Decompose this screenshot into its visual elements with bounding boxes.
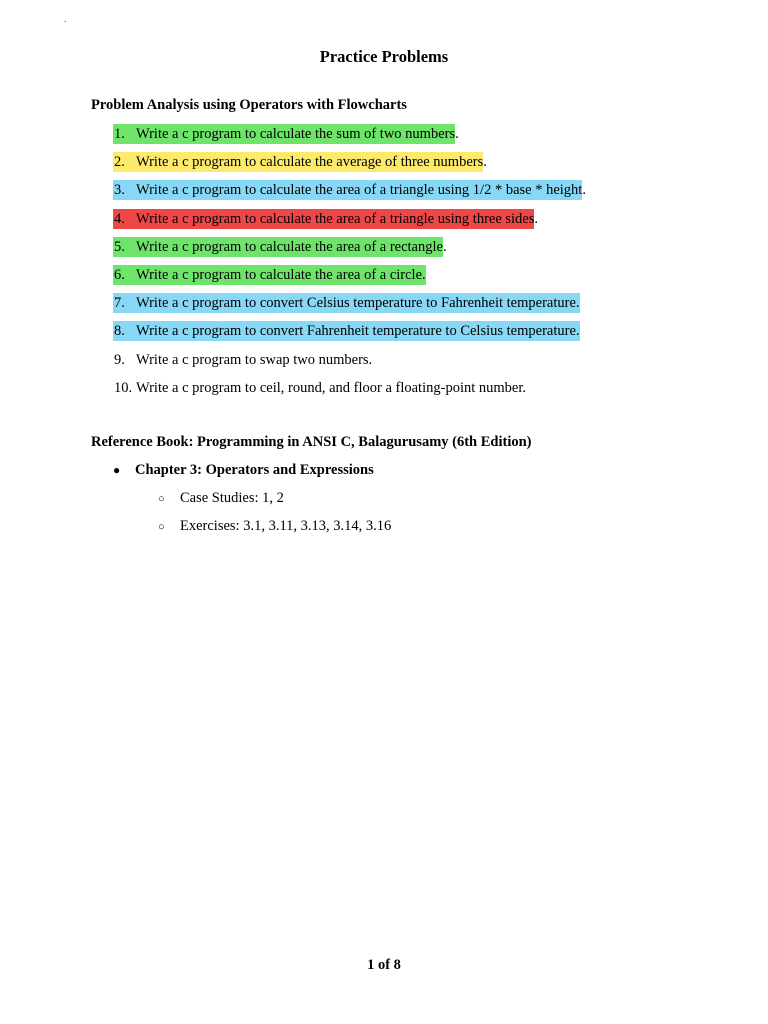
problem-tail: . bbox=[442, 238, 447, 255]
problem-text-highlight bbox=[113, 180, 582, 200]
problem-tail: . bbox=[483, 154, 487, 171]
list-item bbox=[113, 152, 586, 180]
page-number: 1 of 8 bbox=[367, 957, 401, 973]
reference-heading: Reference Book: Programming in ANSI C, Balagurusamy (6th Edition) bbox=[91, 434, 532, 450]
problem-text-highlight bbox=[113, 124, 455, 144]
page-title: Practice Problems bbox=[319, 47, 449, 66]
problem-number: 1. bbox=[114, 126, 125, 142]
case-studies-label: Case Studies: 1, 2 bbox=[180, 490, 284, 506]
bullet-icon: ● bbox=[113, 463, 121, 477]
list-item bbox=[113, 350, 586, 378]
list-item bbox=[113, 124, 586, 152]
problem-number: 9. bbox=[114, 351, 125, 368]
list-item bbox=[113, 293, 586, 321]
section-heading-problems: Problem Analysis using Operators with Flowcharts bbox=[91, 97, 407, 113]
problem-number: 3. bbox=[114, 182, 125, 199]
list-item bbox=[113, 378, 586, 406]
problem-text: Write a c program to calculate the area of a triangle using three sides bbox=[136, 210, 535, 227]
problem-text-highlight bbox=[113, 265, 426, 285]
list-item bbox=[113, 237, 586, 265]
exercises-label: Exercises: 3.1, 3.11, 3.13, 3.14, 3.16 bbox=[180, 518, 392, 534]
problem-list bbox=[113, 124, 586, 406]
problem-text-highlight bbox=[113, 378, 526, 398]
problem-text: Write a c program to calculate the average of three numbers bbox=[136, 154, 484, 171]
list-item bbox=[113, 209, 586, 237]
problem-text: Write a c program to ceil, round, and floor a floating-point number. bbox=[136, 379, 526, 396]
problem-text-highlight bbox=[113, 350, 372, 370]
problem-text: Write a c program to calculate the area of a rectangle bbox=[136, 238, 443, 255]
problem-number: 4. bbox=[114, 210, 125, 227]
list-item bbox=[113, 180, 586, 208]
problem-number: 6. bbox=[114, 266, 125, 283]
exercises-item bbox=[158, 518, 391, 535]
problem-text-highlight bbox=[113, 209, 534, 229]
problem-number: 10. bbox=[114, 379, 133, 396]
problem-text-highlight bbox=[113, 321, 580, 341]
list-item bbox=[113, 265, 586, 293]
problem-text: Write a c program to calculate the sum of two numbers bbox=[136, 126, 456, 142]
problem-tail: . bbox=[534, 210, 539, 227]
reference-chapter-item bbox=[113, 462, 374, 479]
problem-number: 5. bbox=[114, 238, 125, 255]
problem-tail: . bbox=[455, 126, 459, 142]
problem-text-highlight bbox=[113, 293, 580, 313]
problem-number: 7. bbox=[114, 295, 125, 312]
problem-number: 8. bbox=[114, 323, 125, 340]
problem-number: 2. bbox=[114, 154, 125, 171]
page-marker-dot: . bbox=[64, 14, 67, 25]
problem-text: Write a c program to calculate the area of a circle. bbox=[136, 266, 426, 283]
problem-tail: . bbox=[582, 182, 586, 199]
chapter-label: Chapter 3: Operators and Expressions bbox=[135, 462, 374, 478]
circle-bullet-icon: ○ bbox=[158, 521, 165, 533]
problem-text: Write a c program to convert Fahrenheit temperature to Celsius temperature. bbox=[136, 323, 580, 340]
circle-bullet-icon: ○ bbox=[158, 493, 165, 505]
case-studies-item bbox=[158, 490, 284, 507]
problem-text-highlight bbox=[113, 237, 443, 257]
list-item bbox=[113, 321, 586, 349]
problem-text-highlight bbox=[113, 152, 483, 172]
problem-text: Write a c program to convert Celsius temperature to Fahrenheit temperature. bbox=[136, 295, 580, 312]
problem-text: Write a c program to swap two numbers. bbox=[136, 351, 373, 368]
problem-text: Write a c program to calculate the area of a triangle using 1/2 * base * height bbox=[136, 182, 583, 199]
